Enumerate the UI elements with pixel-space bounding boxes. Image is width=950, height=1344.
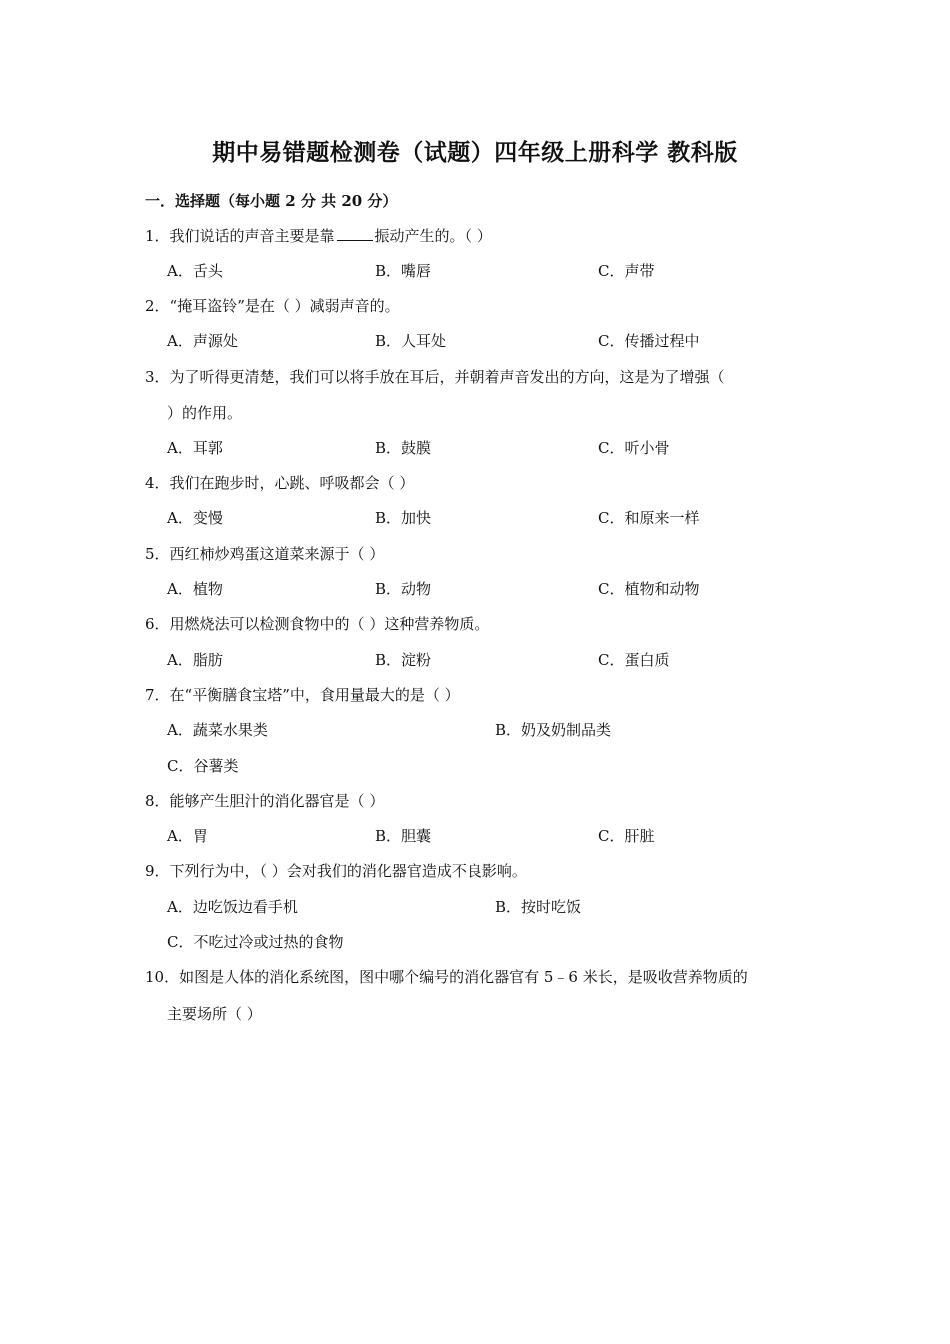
question-7-option-b: B．奶及奶制品类 <box>495 721 612 739</box>
question-5-option-a: A．植物 <box>167 580 223 598</box>
question-9-option-a: A．边吃饭边看手机 <box>167 898 298 916</box>
page-title: 期中易错题检测卷（试题）四年级上册科学 教科版 <box>212 139 738 166</box>
question-8: 8．能够产生胆汁的消化器官是（ ） <box>145 792 385 810</box>
question-4-option-b: B．加快 <box>375 509 432 527</box>
question-8-option-c: C．肝脏 <box>598 827 655 845</box>
question-9-option-b: B．按时吃饭 <box>495 898 582 916</box>
question-1 <box>145 226 492 246</box>
question-3-option-a: A．耳郭 <box>167 439 223 457</box>
question-10: 10．如图是人体的消化系统图，图中哪个编号的消化器官有 5﹣6 米长，是吸收营养物质的 <box>145 968 748 986</box>
section-heading: 一．选择题（每小题 2 分 共 20 分） <box>145 192 398 210</box>
question-2: 2．“掩耳盗铃”是在（ ）减弱声音的。 <box>145 297 400 315</box>
question-3-option-b: B．鼓膜 <box>375 439 432 457</box>
question-6: 6．用燃烧法可以检测食物中的（ ）这种营养物质。 <box>145 615 490 633</box>
question-7-option-a: A．蔬菜水果类 <box>167 721 268 739</box>
question-2-option-c: C．传播过程中 <box>598 332 700 350</box>
question-1-stem-before: 1．我们说话的声音主要是靠 <box>145 227 335 245</box>
answer-blank <box>337 226 373 241</box>
question-5-option-c: C．植物和动物 <box>598 580 700 598</box>
question-9-option-c: C．不吃过冷或过热的食物 <box>167 933 344 951</box>
question-4: 4．我们在跑步时，心跳、呼吸都会（ ） <box>145 474 415 492</box>
question-6-option-c: C．蛋白质 <box>598 651 670 669</box>
question-4-option-a: A．变慢 <box>167 509 223 527</box>
question-2-option-b: B．人耳处 <box>375 332 447 350</box>
question-8-option-a: A．胃 <box>167 827 208 845</box>
question-7-option-c: C．谷薯类 <box>167 757 239 775</box>
question-1-stem-after: 振动产生的。（ ） <box>374 227 492 245</box>
question-4-option-c: C．和原来一样 <box>598 509 700 527</box>
question-10-continuation: 主要场所（ ） <box>167 1005 262 1023</box>
question-8-option-b: B．胆囊 <box>375 827 432 845</box>
question-1-option-a: A．舌头 <box>167 262 223 280</box>
question-7: 7．在“平衡膳食宝塔”中，食用量最大的是（ ） <box>145 686 460 704</box>
question-5-option-b: B．动物 <box>375 580 432 598</box>
question-5: 5．西红柿炒鸡蛋这道菜来源于（ ） <box>145 545 385 563</box>
question-9: 9．下列行为中，（ ）会对我们的消化器官造成不良影响。 <box>145 862 527 880</box>
question-1-option-b: B．嘴唇 <box>375 262 432 280</box>
question-3-option-c: C．听小骨 <box>598 439 670 457</box>
question-1-option-c: C．声带 <box>598 262 655 280</box>
question-6-option-b: B．淀粉 <box>375 651 432 669</box>
question-3: 3．为了听得更清楚，我们可以将手放在耳后，并朝着声音发出的方向，这是为了增强（ <box>145 368 725 386</box>
question-6-option-a: A．脂肪 <box>167 651 223 669</box>
question-3-continuation: ）的作用。 <box>167 404 243 422</box>
question-2-option-a: A．声源处 <box>167 332 238 350</box>
